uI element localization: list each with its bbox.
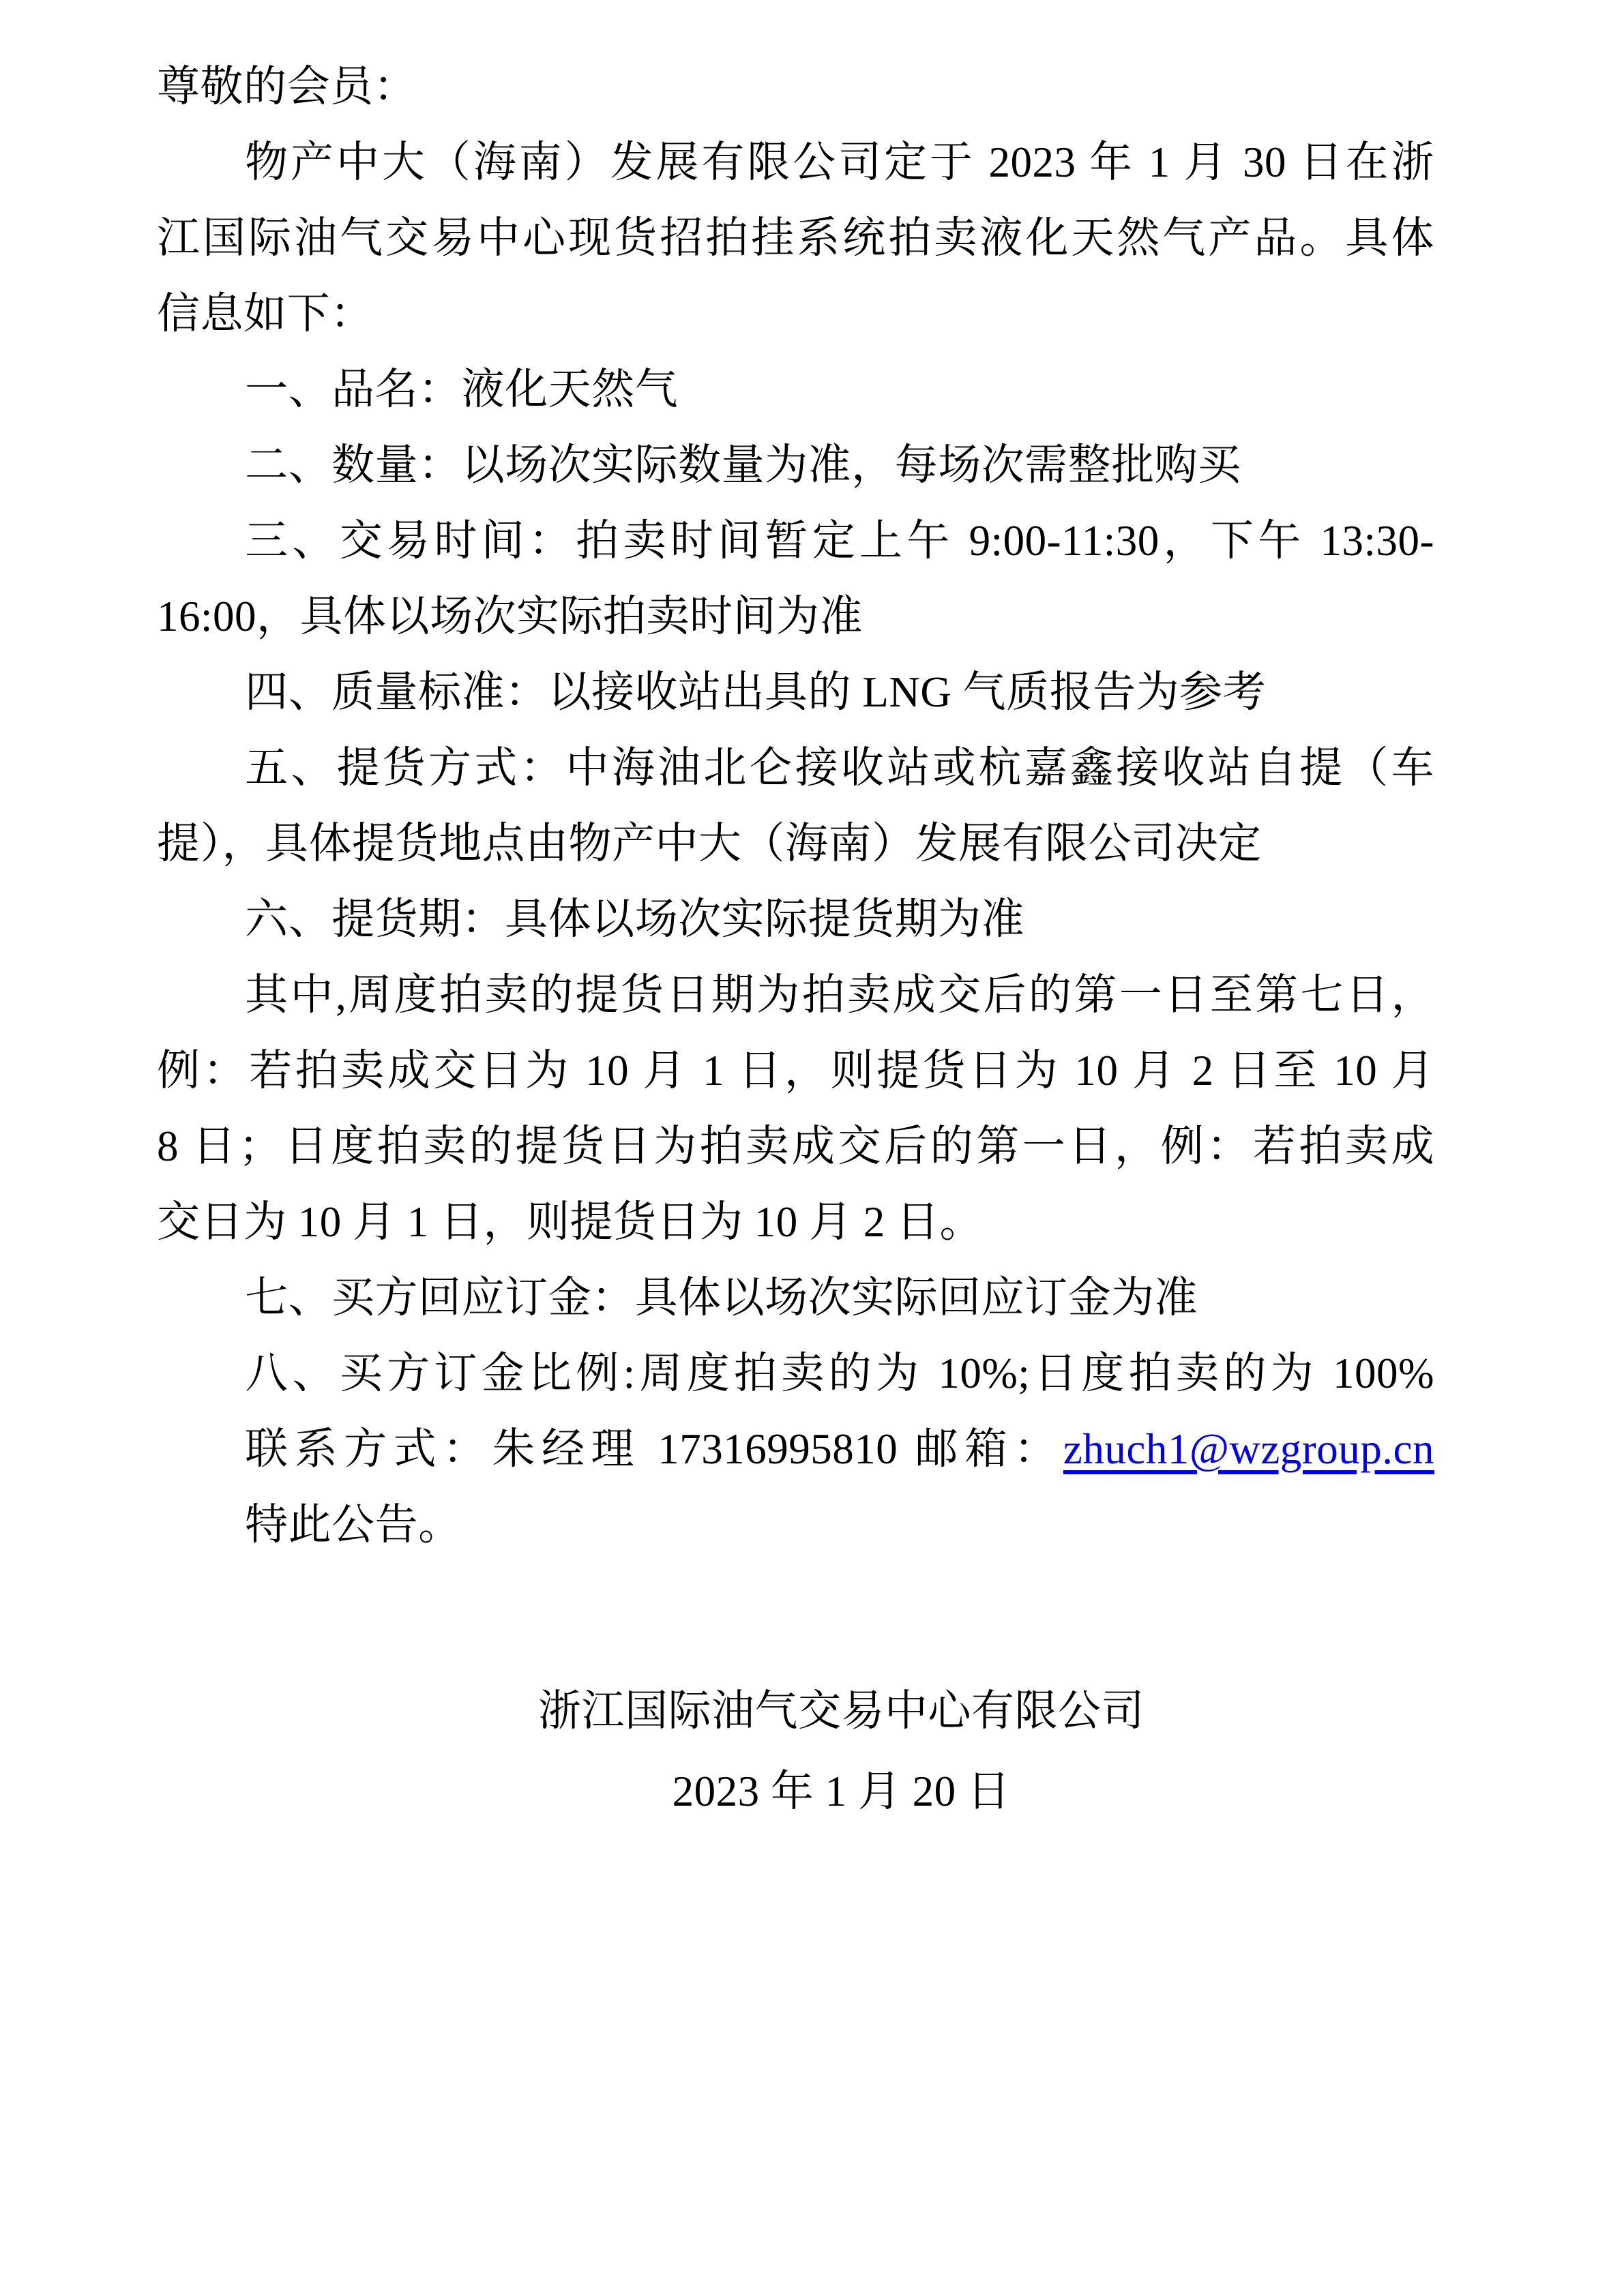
pickup-period-detail-line-3: 8 日；日度拍卖的提货日为拍卖成交后的第一日，例：若拍卖成	[157, 1122, 1434, 1170]
intro-line-2: 江国际油气交易中心现货招拍挂系统拍卖液化天然气产品。具体	[157, 214, 1434, 262]
contact-text: 联系方式：朱经理 17316995810 邮箱：	[245, 1425, 1063, 1473]
item-product-name: 一、品名：液化天然气	[245, 366, 679, 413]
contact-line	[157, 1412, 1434, 1487]
item-pickup-method-line-1: 五、提货方式：中海油北仑接收站或杭嘉鑫接收站自提（车	[245, 744, 1434, 792]
item-buyer-deposit-ratio: 八、买方订金比例:周度拍卖的为 10%;日度拍卖的为 100%	[245, 1350, 1434, 1397]
item-pickup-period: 六、提货期：具体以场次实际提货期为准	[245, 895, 1025, 943]
signature-company: 浙江国际油气交易中心有限公司	[538, 1687, 1145, 1735]
item-trading-time-line-1: 三、交易时间：拍卖时间暂定上午 9:00-11:30，下午 13:30-	[245, 517, 1434, 565]
item-quantity: 二、数量：以场次实际数量为准，每场次需整批购买	[245, 441, 1241, 489]
item-trading-time-line-2: 16:00，具体以场次实际拍卖时间为准	[157, 593, 863, 640]
item-buyer-response-deposit: 七、买方回应订金：具体以场次实际回应订金为准	[245, 1274, 1198, 1322]
item-quality-standard: 四、质量标准：以接收站出具的 LNG 气质报告为参考	[245, 668, 1267, 716]
email-link[interactable]: zhuch1@wzgroup.cn	[1063, 1425, 1434, 1473]
item-pickup-method-line-2: 提），具体提货地点由物产中大（海南）发展有限公司决定	[157, 820, 1262, 867]
salutation: 尊敬的会员：	[157, 63, 417, 110]
intro-line-3: 信息如下：	[157, 290, 374, 338]
signature-date: 2023 年 1 月 20 日	[672, 1768, 1011, 1815]
closing-notice: 特此公告。	[245, 1501, 462, 1549]
pickup-period-detail-line-2: 例：若拍卖成交日为 10 月 1 日，则提货日为 10 月 2 日至 10 月	[157, 1047, 1434, 1094]
intro-line-1: 物产中大（海南）发展有限公司定于 2023 年 1 月 30 日在浙	[245, 138, 1434, 186]
pickup-period-detail-line-1: 其中,周度拍卖的提货日期为拍卖成交后的第一日至第七日，	[245, 971, 1434, 1019]
pickup-period-detail-line-4: 交日为 10 月 1 日，则提货日为 10 月 2 日。	[157, 1198, 983, 1246]
signature-block	[538, 1671, 1145, 1832]
